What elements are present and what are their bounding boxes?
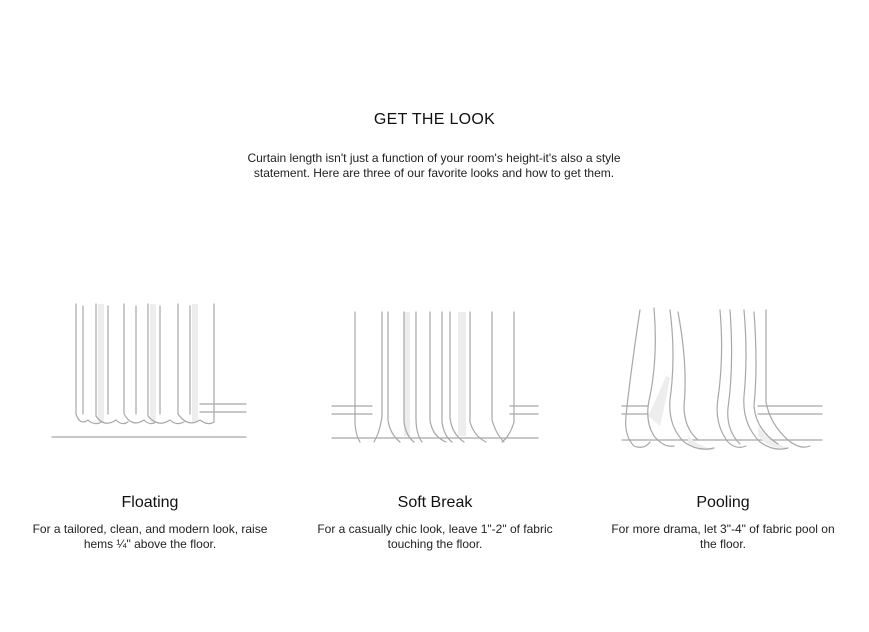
look-card-pooling xyxy=(603,296,843,551)
pooling-curtain-illustration xyxy=(618,296,828,456)
floating-curtain-illustration xyxy=(50,296,250,446)
look-card-floating xyxy=(30,296,270,551)
look-description-soft-break: For a casually chic look, leave 1"-2" of fabric touching the floor. xyxy=(317,522,553,551)
look-card-soft-break xyxy=(315,296,555,551)
look-description-pooling: For more drama, let 3"-4" of fabric pool on the floor. xyxy=(611,522,835,551)
section-intro: Curtain length isn't just a function of your room's height-it's also a style statement. Here are three of our favorite looks and how to get them. xyxy=(247,151,621,180)
look-title-floating: Floating xyxy=(121,494,179,511)
look-title-pooling: Pooling xyxy=(696,494,750,511)
look-title-soft-break: Soft Break xyxy=(397,494,473,511)
soft-break-curtain-illustration xyxy=(330,296,540,446)
section-heading: GET THE LOOK xyxy=(373,111,496,128)
look-description-floating: For a tailored, clean, and modern look, raise hems ¼" above the floor. xyxy=(32,522,268,551)
